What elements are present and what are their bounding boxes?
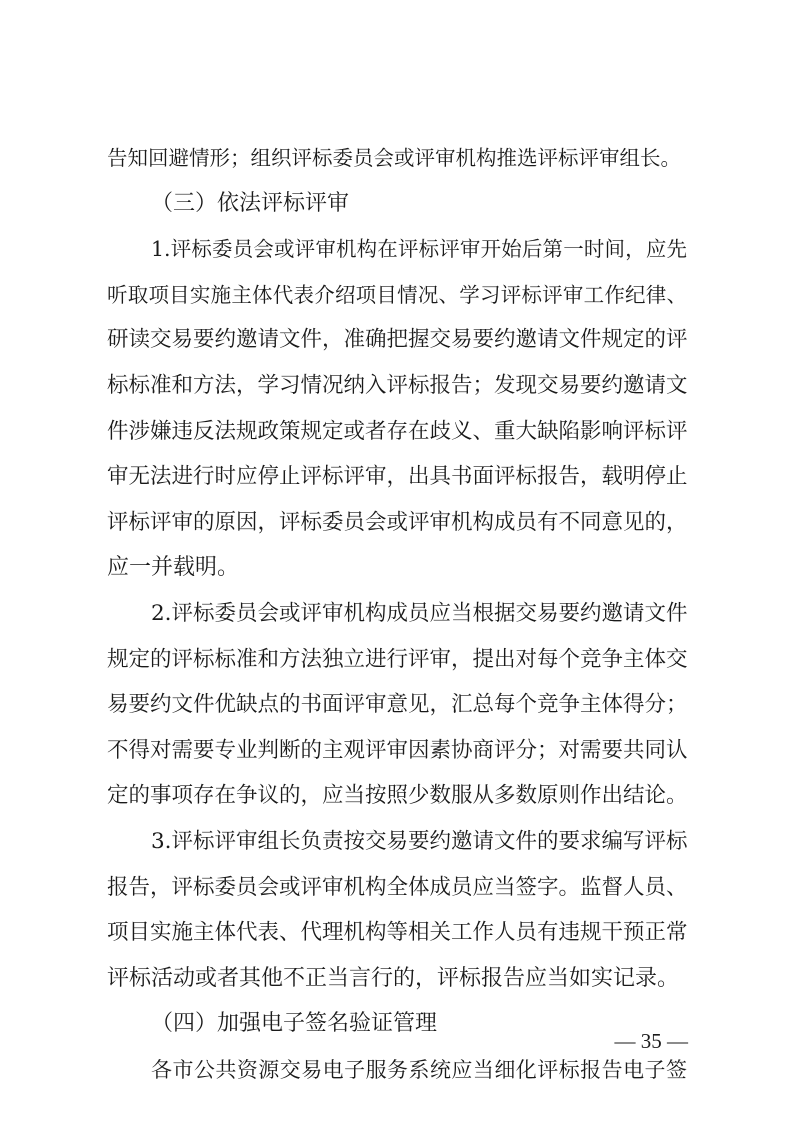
text-line: 规定的评标标准和方法独立进行评审，提出对每个竞争主体交 bbox=[107, 646, 688, 672]
text-line: 听取项目实施主体代表介绍项目情况、学习评标评审工作纪律、 bbox=[107, 282, 687, 307]
text-line: 评标评审的原因，评标委员会或评审机构成员有不同意见的， bbox=[107, 509, 688, 535]
text-line: 定的事项存在争议的，应当按照少数服从多数原则作出结论。 bbox=[107, 783, 688, 809]
page-number: — 35 — bbox=[614, 1029, 688, 1053]
text-line: 告知回避情形；组织评标委员会或评审机构推选评标评审组长。 bbox=[107, 146, 681, 170]
text-line: （四）加强电子签名验证管理 bbox=[151, 1011, 438, 1037]
text-line: 研读交易要约邀请文件，准确把握交易要约邀请文件规定的评 bbox=[107, 327, 688, 353]
text-line: 审无法进行时应停止评标评审，出具书面评标报告，载明停止 bbox=[107, 464, 688, 490]
text-line: 3.评标评审组长负责按交易要约邀请文件的要求编写评标 bbox=[151, 829, 688, 854]
text-line: 各市公共资源交易电子服务系统应当细化评标报告电子签 bbox=[151, 1058, 687, 1082]
text-line: 项目实施主体代表、代理机构等相关工作人员有违规干预正常 bbox=[107, 920, 688, 946]
text-line: 1.评标委员会或评审机构在评标评审开始后第一时间，应先 bbox=[151, 237, 687, 262]
text-line: 不得对需要专业判断的主观评审因素协商评分；对需要共同认 bbox=[107, 737, 688, 763]
text-line: 2.评标委员会或评审机构成员应当根据交易要约邀请文件 bbox=[151, 601, 688, 626]
text-line: 件涉嫌违反法规政策规定或者存在歧义、重大缺陷影响评标评 bbox=[107, 418, 688, 444]
text-line: 报告，评标委员会或评审机构全体成员应当签字。监督人员、 bbox=[107, 874, 688, 900]
text-line: 易要约文件优缺点的书面评审意见，汇总每个竞争主体得分； bbox=[107, 692, 688, 718]
text-line: 评标活动或者其他不正当言行的，评标报告应当如实记录。 bbox=[107, 965, 680, 991]
text-line: （三）依法评标评审 bbox=[151, 190, 350, 216]
text-line: 应一并载明。 bbox=[107, 555, 240, 581]
text-line: 标标准和方法，学习情况纳入评标报告；发现交易要约邀请文 bbox=[107, 373, 688, 398]
